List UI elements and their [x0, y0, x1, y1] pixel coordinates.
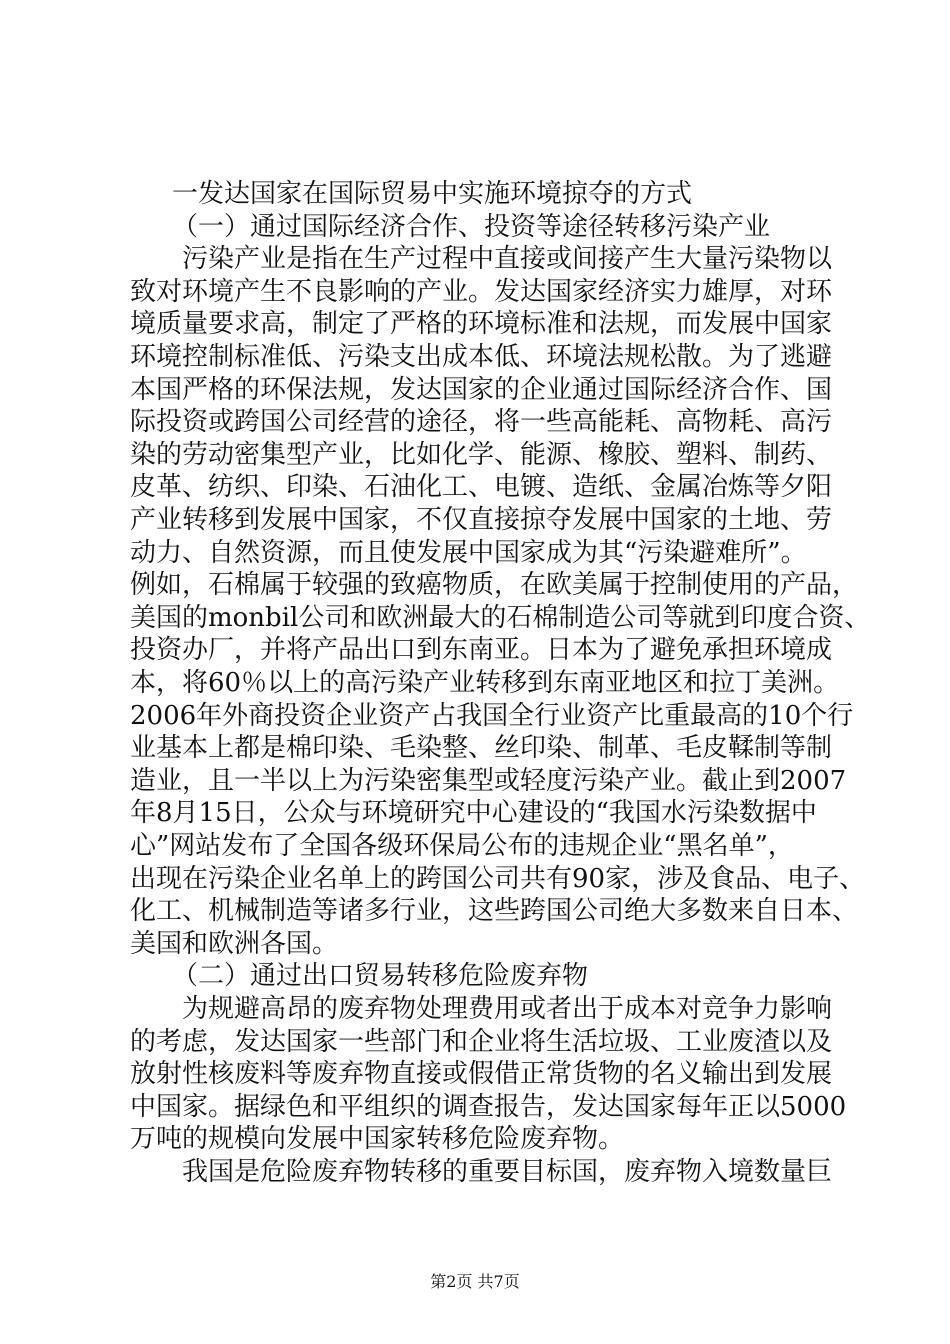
paragraph-line: 环境控制标准低、污染支出成本低、环境法规松散。为了逃避 — [130, 342, 833, 372]
paragraph-line: 本，将60％以上的高污染产业转移到东南亚地区和拉丁美洲。 — [130, 668, 840, 698]
paragraph-line: 皮革、纺织、印染、石油化工、电镀、造纸、金属冶炼等夕阳 — [130, 472, 833, 502]
paragraph-line: 2006年外商投资企业资产占我国全行业资产比重最高的10个行 — [130, 701, 854, 731]
paragraph-line: 出现在污染企业名单上的跨国公司共有90家，涉及食品、电子、 — [130, 864, 866, 894]
paragraph-line: 例如，石棉属于较强的致癌物质，在欧美属于控制使用的产品， — [130, 570, 859, 600]
paragraph-line: 化工、机械制造等诸多行业，这些跨国公司绝大多数来自日本、 — [130, 896, 859, 926]
paragraph-line: 的考虑，发达国家一些部门和企业将生活垃圾、工业废渣以及 — [130, 1027, 833, 1057]
paragraph-line: 污染产业是指在生产过程中直接或间接产生大量污染物以 — [182, 244, 833, 274]
paragraph-line: 产业转移到发展中国家，不仅直接掠夺发展中国家的土地、劳 — [130, 505, 833, 535]
section-heading: 一发达国家在国际贸易中实施环境掠夺的方式 — [172, 179, 693, 209]
paragraph-line: 动力、自然资源，而且使发展中国家成为其“污染避难所”。 — [130, 538, 807, 568]
paragraph-line: 放射性核废料等废弃物直接或假借正常货物的名义输出到发展 — [130, 1059, 833, 1089]
paragraph-line: 美国的monbil公司和欧洲最大的石棉制造公司等就到印度合资、 — [130, 603, 871, 633]
paragraph-line: 心”网站发布了全国各级环保局公布的违规企业“黑名单”， — [130, 831, 794, 861]
paragraph-line: 致对环境产生不良影响的产业。发达国家经济实力雄厚，对环 — [130, 277, 833, 307]
paragraph-line: 投资办厂，并将产品出口到东南亚。日本为了避免承担环境成 — [130, 635, 833, 665]
page-footer: 第2页 共7页 — [430, 1272, 520, 1291]
subsection-heading-1: （一）通过国际经济合作、投资等途径转移污染产业 — [172, 212, 771, 242]
paragraph-line: 为规避高昂的废弃物处理费用或者出于成本对竞争力影响 — [182, 994, 833, 1024]
paragraph-line: 万吨的规模向发展中国家转移危险废弃物。 — [130, 1124, 625, 1154]
paragraph-line: 业基本上都是棉印染、毛染整、丝印染、制革、毛皮鞣制等制 — [130, 733, 833, 763]
paragraph-line: 我国是危险废弃物转移的重要目标国，废弃物入境数量巨 — [182, 1157, 833, 1187]
paragraph-line: 染的劳动密集型产业，比如化学、能源、橡胶、塑料、制药、 — [130, 440, 833, 470]
paragraph-line: 中国家。据绿色和平组织的调查报告，发达国家每年正以5000 — [130, 1092, 847, 1122]
subsection-heading-2: （二）通过出口贸易转移危险废弃物 — [172, 961, 589, 991]
paragraph-line: 美国和欧洲各国。 — [130, 929, 339, 959]
paragraph-line: 境质量要求高，制定了严格的环境标准和法规，而发展中国家 — [130, 309, 833, 339]
paragraph-line: 际投资或跨国公司经营的途径，将一些高能耗、高物耗、高污 — [130, 407, 833, 437]
paragraph-line: 造业，且一半以上为污染密集型或轻度污染产业。截止到2007 — [130, 766, 847, 796]
paragraph-line: 年8月15日，公众与环境研究中心建设的“我国水污染数据中 — [130, 798, 817, 828]
paragraph-line: 本国严格的环保法规，发达国家的企业通过国际经济合作、国 — [130, 375, 833, 405]
